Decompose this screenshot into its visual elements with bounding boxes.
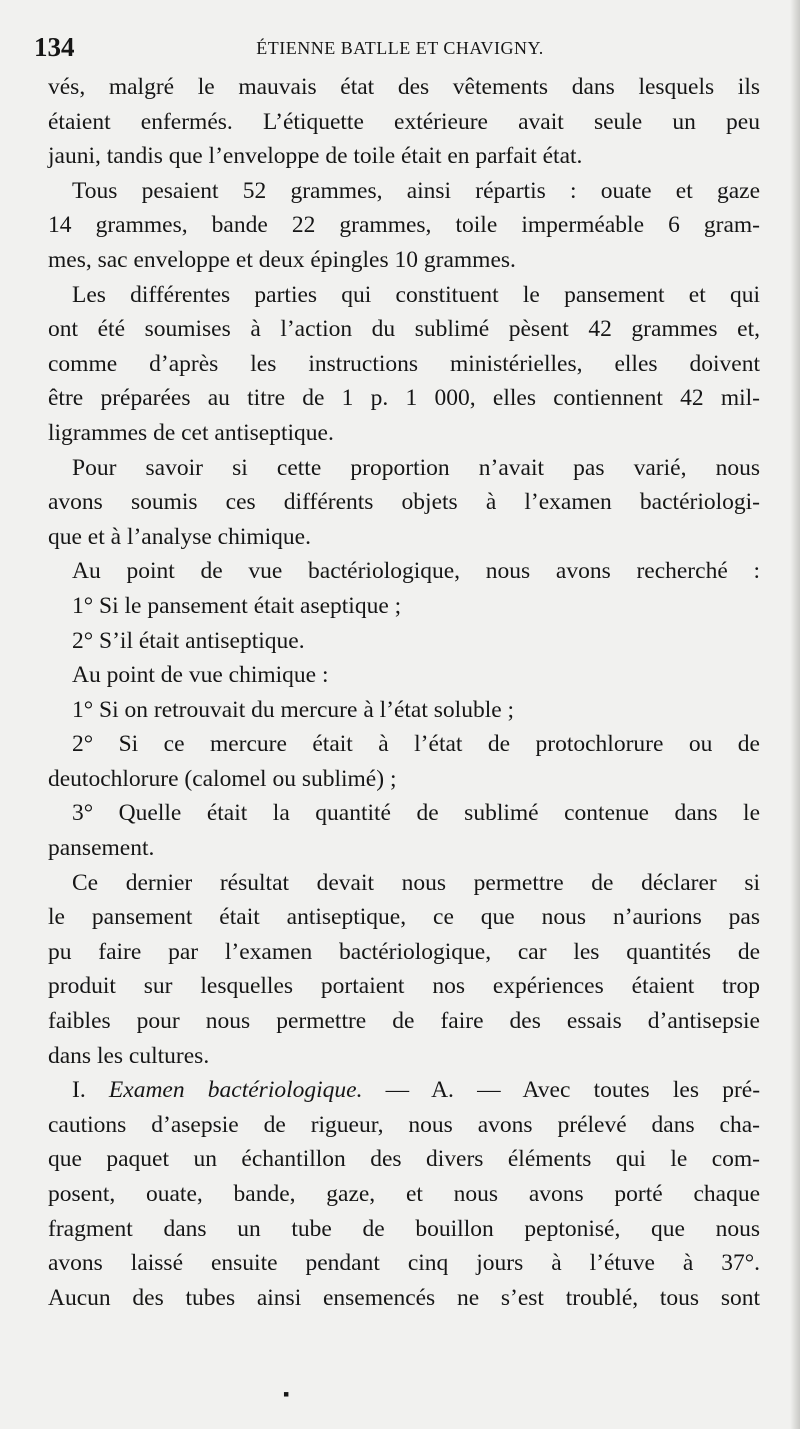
page-edge-shadow (790, 0, 800, 1429)
running-title: ÉTIENNE BATLLE ET CHAVIGNY. (256, 38, 544, 58)
text-line: comme d’après les instructions ministérielles, elles doivent (48, 350, 760, 377)
text-line: produit sur lesquelles portaient nos expériences étaient trop (48, 973, 760, 1000)
text-line: Pour savoir si cette proportion n’avait pas varié, nous (72, 454, 760, 481)
em-dash: — (385, 1077, 410, 1104)
em-dash: — (477, 1077, 501, 1104)
text-line: vés, malgré le mauvais état des vêtements dans lesquels ils (48, 74, 760, 100)
page-header (30, 30, 770, 66)
text-line: jauni, tandis que l’enveloppe de toile était en parfait état. (48, 143, 583, 170)
text-line: avons soumis ces différents objets à l’examen bactériologi- (48, 489, 760, 516)
text-line: 3° Quelle était la quantité de sublimé contenue dans le (72, 800, 760, 827)
text-line: Tous pesaient 52 grammes, ainsi répartis : ouate et gaze (72, 177, 760, 204)
text-line: 1° Si on retrouvait du mercure à l’état soluble ; (72, 696, 515, 723)
section-text: Avec toutes les pré- (522, 1077, 761, 1104)
text-line: Au point de vue bactériologique, nous avons recherché : (72, 558, 760, 585)
text-line: pu faire par l’examen bactériologique, car les quantités de (48, 938, 760, 965)
section-title: Examen bactériologique. (108, 1077, 363, 1104)
text-line: mes, sac enveloppe et deux épingles 10 grammes. (48, 246, 516, 273)
text-line: pansement. (48, 835, 155, 862)
subsection-letter: A. (431, 1077, 454, 1104)
text-line: ligrammes de cet antiseptique. (48, 419, 334, 446)
text-line: cautions d’asepsie de rigueur, nous avons prélevé dans cha- (48, 1111, 760, 1138)
text-line: dans les cultures. (48, 1042, 210, 1069)
text-line: faibles pour nous permettre de faire des essais d’antisepsie (48, 1008, 760, 1035)
text-line: posent, ouate, bande, gaze, et nous avons porté chaque (48, 1181, 760, 1207)
section-number: I. (72, 1077, 86, 1104)
text-line: fragment dans un tube de bouillon peptonisé, que nous (48, 1215, 760, 1242)
text-line: avons laissé ensuite pendant cinq jours à l’étuve à 37°. (48, 1250, 760, 1277)
text-line: que et à l’analyse chimique. (48, 523, 311, 550)
text-line: Les différentes parties qui constituent le pansement et qui (72, 281, 760, 308)
text-line: Ce dernier résultat devait nous permettre de déclarer si (72, 869, 760, 896)
text-line: 1° Si le pansement était aseptique ; (72, 592, 402, 619)
text-line: que paquet un échantillon des divers éléments qui le com- (48, 1146, 760, 1173)
text-line: le pansement était antiseptique, ce que nous n’aurions pas (48, 904, 760, 931)
text-line: Aucun des tubes ainsi ensemencés ne s’est troublé, tous sont (48, 1284, 760, 1311)
page-body (48, 70, 760, 1315)
footer-mark: ▪ (283, 1384, 290, 1404)
text-line: 14 grammes, bande 22 grammes, toile imperméable 6 gram- (48, 212, 760, 239)
text-line: 2° Si ce mercure était à l’état de protochlorure ou de (72, 731, 760, 758)
text-line: 2° S’il était antiseptique. (72, 627, 305, 654)
text-line: Au point de vue chimique : (72, 662, 329, 689)
text-line: étaient enfermés. L’étiquette extérieure avait seule un peu (48, 108, 760, 135)
text-line: ont été soumises à l’action du sublimé pèsent 42 grammes et, (48, 316, 760, 343)
section-heading-line (48, 1073, 760, 1108)
text-line: être préparées au titre de 1 p. 1 000, elles contiennent 42 mil- (48, 385, 760, 412)
page-number: 134 (34, 32, 75, 62)
text-line: deutochlorure (calomel ou sublimé) ; (48, 765, 397, 792)
